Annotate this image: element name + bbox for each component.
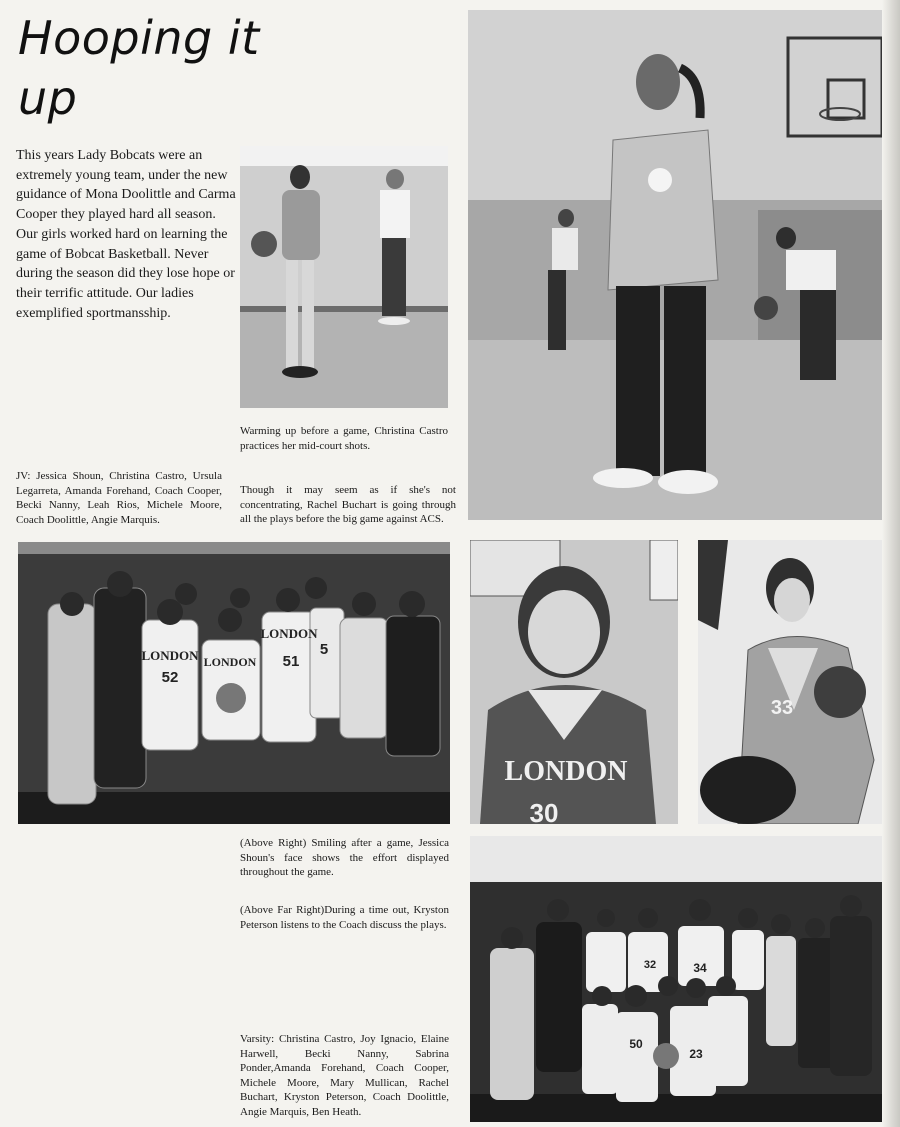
photo-concentrate: [468, 10, 882, 520]
title-line-1: Hooping it: [18, 11, 260, 65]
jv-jersey-team-2: LONDON: [203, 655, 257, 669]
jv-jersey-number-1: 52: [161, 669, 179, 686]
smile-jersey-number: 30: [529, 798, 559, 824]
varsity-jersey-number-3: 50: [629, 1037, 643, 1051]
smile-jersey-team: LONDON: [504, 756, 628, 787]
caption-concentrate: Though it may seem as if she's not concentrating, Rachel Buchart is going through all the plays before the big game against ACS.: [240, 484, 456, 526]
caption-jv: JV: Jessica Shoun, Christina Castro, Ursula Legarreta, Amanda Forehand, Coach Cooper, Becki Nanny, Leah Rios, Michele Moore, Coach Doolittle, Angie Marquis.: [16, 470, 222, 526]
jv-jersey-team-1: LONDON: [141, 648, 199, 663]
caption-varsity: Varsity: Christina Castro, Joy Ignacio, Elaine Harwell, Becki Nanny, Sabrina Ponder,Amanda Forehand, Coach Cooper, Michele Moore, Mary Mullican, Rachel Buchart, Kryston Peterson, Coach Doolittle, Angie Marquis, Ben Heath.: [240, 1033, 449, 1118]
jv-jersey-team-3: LONDON: [260, 626, 318, 641]
photo-smiling: [470, 540, 678, 824]
caption-timeout: (Above Far Right)During a time out, Kryston Peterson listens to the Coach discuss the plays.: [240, 904, 449, 931]
photo-timeout: [698, 540, 882, 824]
timeout-jersey-number: 33: [770, 697, 794, 719]
intro-paragraph: This years Lady Bobcats were an extremely young team, under the new guidance of Mona Doolittle and Carma Cooper they played hard all season. Our girls worked hard on learning the game of Bobcat Basketball. Never during the season did they lose hope or their terrific attitude. Our ladies exemplified sportmansship.: [16, 148, 236, 321]
caption-smiling: (Above Right) Smiling after a game, Jessica Shoun's face shows the effort displayed throughout the game.: [240, 837, 449, 879]
varsity-jersey-number-4: 23: [689, 1047, 703, 1061]
page-gutter: [882, 0, 900, 1127]
varsity-jersey-number-2: 34: [693, 961, 707, 975]
photo-warmup: [240, 146, 448, 408]
jv-jersey-number-2: 51: [282, 653, 300, 670]
page-title: [18, 8, 260, 128]
photo-jv-team: [18, 542, 450, 824]
caption-warmup: Warming up before a game, Christina Castro practices her mid-court shots.: [240, 425, 448, 452]
jv-jersey-number-3: 5: [319, 641, 329, 658]
varsity-jersey-number-1: 32: [643, 959, 657, 971]
photo-varsity-team: [470, 836, 882, 1122]
title-line-2: up: [18, 71, 78, 125]
